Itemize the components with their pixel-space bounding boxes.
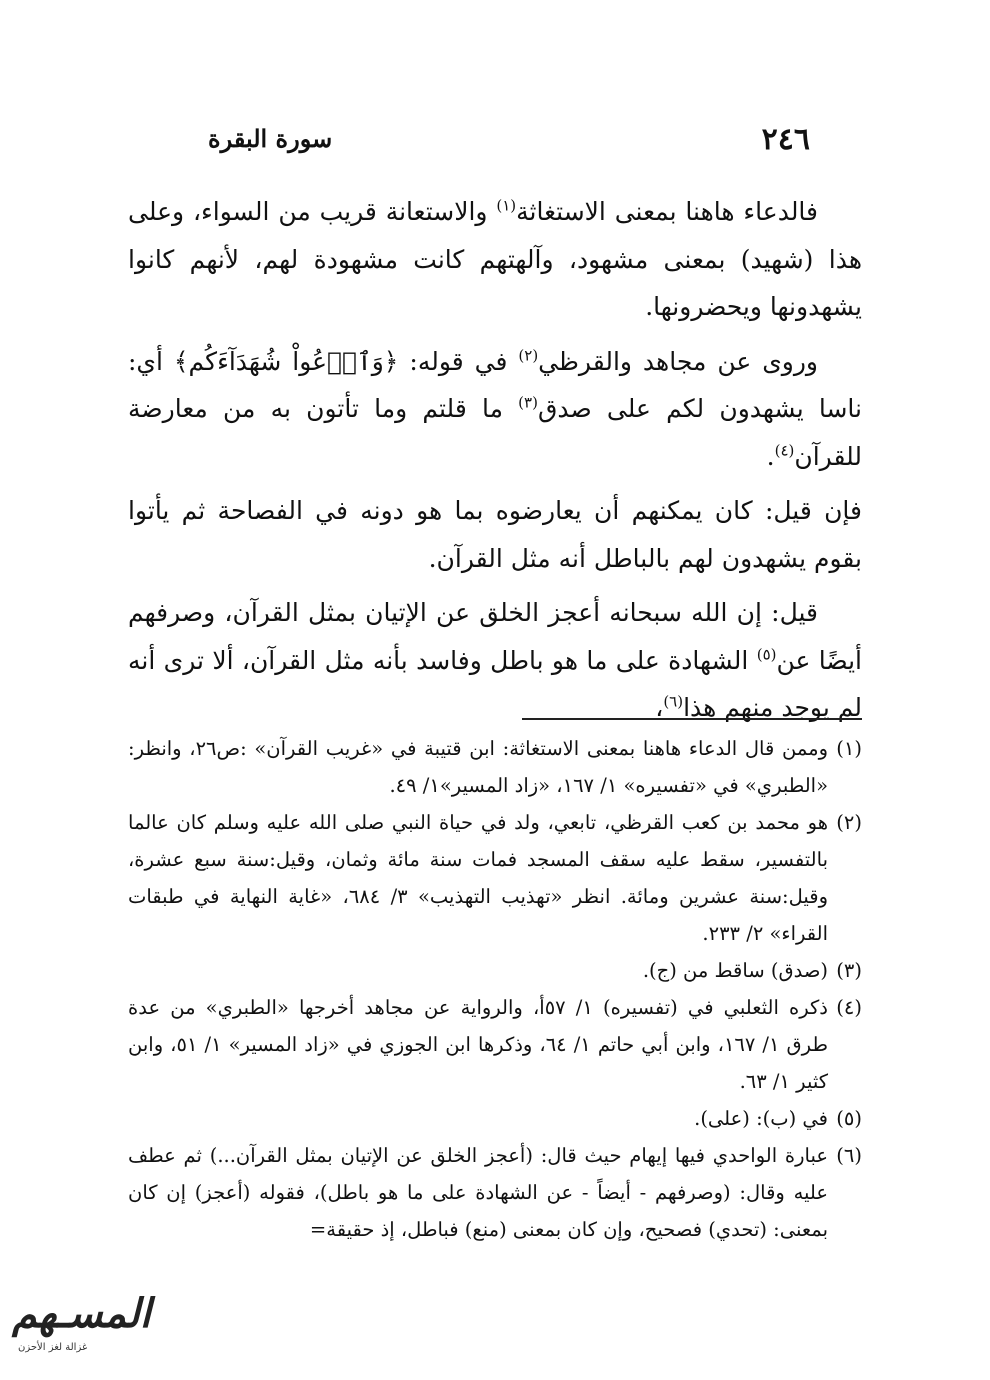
text-run: الشهادة على ما هو باطل وفاسد بأنه مثل القرآن، ألا ترى أنه لم يوجد منهم هذا [128,645,862,722]
footnote-ref: (٣) [518,393,538,412]
paragraph-4 [128,589,862,732]
paragraph-2 [128,338,862,481]
page-number: ٢٤٦ [761,122,810,157]
text-run: . [766,441,775,471]
footnote-ref: (٦) [663,692,684,711]
footnote-number: (٦) [836,1144,862,1167]
paragraph-3: فإن قيل: كان يمكنهم أن يعارضوه بما هو دونه في الفصاحة ثم يأتوا بقوم يشهدون لهم بالباطل أنه مثل القرآن. [128,496,862,573]
footnote-text: وممن قال الدعاء هاهنا بمعنى الاستغاثة: ابن قتيبة في «غريب القرآن» :ص٢٦، وانظر: «الطبري» في «تفسيره» ١/ ١٦٧، «زاد المسير»١/ ٤٩. [128,737,828,797]
main-text [128,188,862,739]
footnote-text: في (ب): (على). [694,1107,828,1130]
footnote-text: (صدق) ساقط من (ج). [642,959,828,982]
footnote-text: عبارة الواحدي فيها إيهام حيث قال: (أعجز الخلق عن الإتيان بمثل القرآن...) ثم عطف عليه وقال: (وصرفهم - أيضاً - عن الشهادة على ما هو باطل)، فقوله (أعجز) إن كان بمعنى: (تحدي) فصحيح، وإن كان بمعنى (منع) فباطل، إذ حقيقة= [128,1144,828,1241]
paragraph-1 [128,188,862,331]
footnote [128,804,862,952]
footnote [128,952,862,989]
footnote [128,730,862,804]
footnote-text: هو محمد بن كعب القرظي، تابعي، ولد في حياة النبي صلى الله عليه وسلم كان عالما بالتفسير، سقط عليه سقف المسجد فمات سنة مائة وثمان، وقيل:سنة سبع عشرة، وقيل:سنة عشرين ومائة. انظر «تهذيب التهذيب» ٣/ ٦٨٤، «غاية النهاية في طبقات القراء» ٢/ ٢٣٣. [128,811,828,945]
footnote [128,1100,862,1137]
surah-title: سورة البقرة [208,124,333,153]
footnote-number: (٢) [836,811,862,834]
watermark-main-text: المسـهم [12,1290,151,1337]
watermark-sub-text: غزالة لغز الأحزن [18,1342,88,1353]
footnote [128,989,862,1100]
watermark-logo [8,1290,151,1370]
text-run: فالدعاء هاهنا بمعنى الاستغاثة [516,197,818,226]
footnote-number: (٤) [836,996,862,1019]
footnotes [128,730,862,1248]
text-run: في قوله: ﴿وَٱدۡعُواْ شُهَدَآءَكُم﴾ أي: ناسا يشهدون لكم على صدق [128,346,862,423]
text-run: والاستعانة قريب من السواء، وعلى هذا (شهيد) بمعنى مشهود، وآلهتهم كانت مشهودة لهم، لأنهم كانوا يشهدونها ويحضرونها. [128,197,862,321]
footnote-text: ذكره الثعلبي في (تفسيره) ١/ ٥٧أ، والرواية عن مجاهد أخرجها «الطبري» من عدة طرق ١/ ١٦٧، وابن أبي حاتم ١/ ٦٤، وذكرها ابن الجوزي في «زاد المسير» ١/ ٥١، وابن كثير ١/ ٦٣. [128,996,828,1093]
footnote-number: (١) [836,737,862,760]
footnote-ref: (٢) [518,346,539,365]
text-run: ما قلتم وما تأتون به من معارضة للقرآن [128,394,862,471]
text-run: قيل: إن الله سبحانه أعجز الخلق عن الإتيان بمثل القرآن، وصرفهم أيضًا عن [128,598,862,675]
footnote-ref: (٥) [756,645,777,664]
page-header [128,114,862,157]
footnote-ref: (١) [496,196,517,215]
footnote-ref: (٤) [774,441,795,460]
text-run: ، [655,693,664,722]
footnote-number: (٣) [836,959,862,982]
footnote [128,1137,862,1248]
footnote-number: (٥) [836,1107,862,1130]
text-run: وروى عن مجاهد والقرظي [538,346,818,376]
footnote-divider [522,718,862,720]
